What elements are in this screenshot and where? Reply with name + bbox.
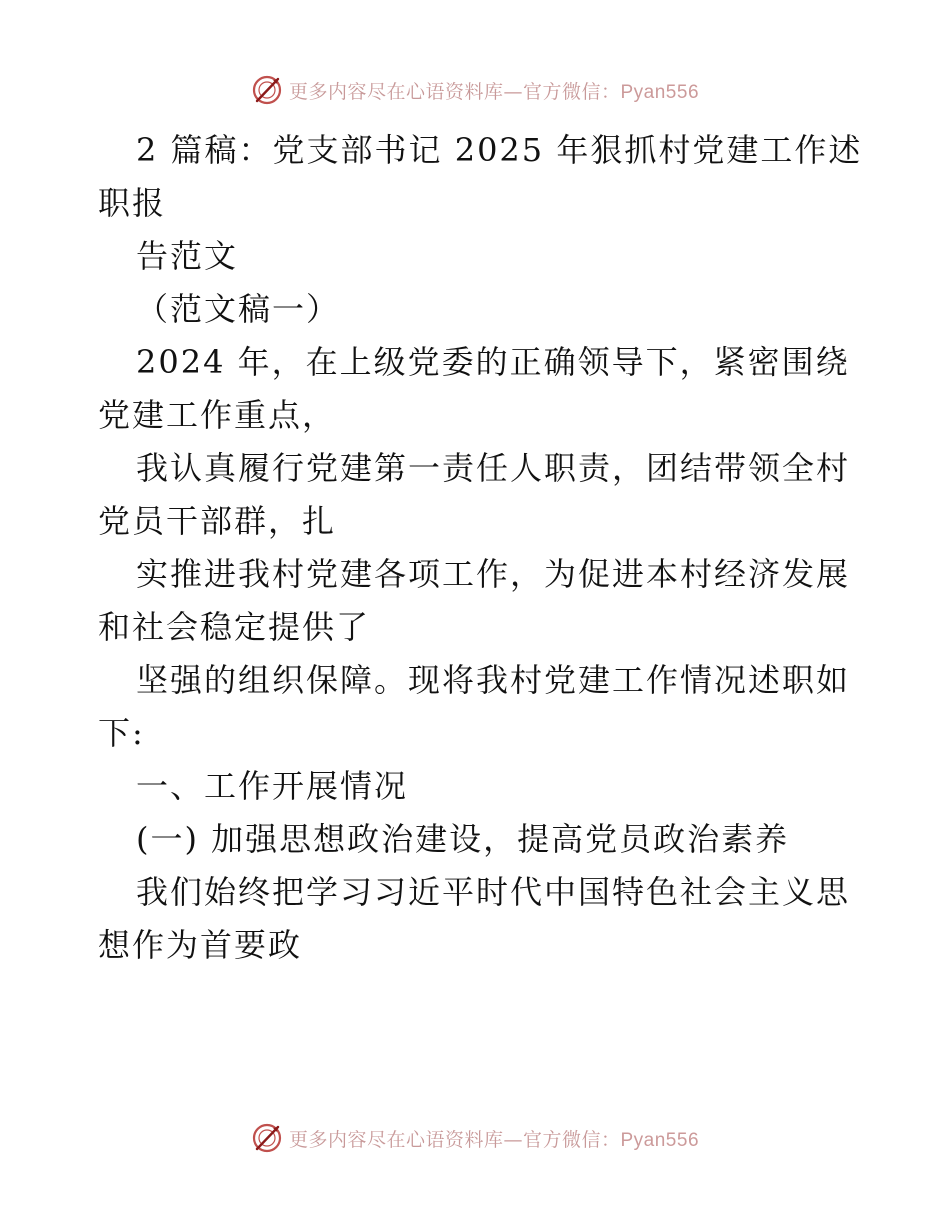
document-line: 和社会稳定提供了: [98, 608, 371, 646]
watermark-text: 更多内容尽在心语资料库—官方微信：Pyan556: [288, 1128, 700, 1151]
document-line: 实推进我村党建各项工作，为促进本村经济发展: [136, 555, 851, 593]
document-line: （范文稿一）: [136, 290, 341, 328]
document-line: 职报: [98, 184, 167, 222]
header-watermark-banner: [0, 70, 950, 110]
document-line: 我认真履行党建第一责任人职责，团结带领全村: [136, 449, 851, 487]
footer-watermark-banner: [0, 1118, 950, 1158]
document-line: 坚强的组织保障。现将我村党建工作情况述职如: [136, 661, 851, 699]
document-line: 我们始终把学习习近平时代中国特色社会主义思: [136, 873, 851, 911]
document-line: 告范文: [136, 237, 239, 275]
document-line: 一、工作开展情况: [136, 767, 409, 805]
document-line: (一) 加强思想政治建设，提高党员政治素养: [136, 820, 790, 858]
document-line: 党员干部群，扎: [98, 502, 337, 540]
quill-seal-icon: [251, 1122, 283, 1154]
document-line: 想作为首要政: [98, 926, 303, 964]
document-line: 2024 年，在上级党委的正确领导下，紧密围绕: [136, 343, 850, 381]
document-body: [98, 124, 863, 972]
quill-seal-icon: [251, 74, 283, 106]
document-line: 下:: [98, 714, 145, 752]
watermark-text: 更多内容尽在心语资料库—官方微信：Pyan556: [288, 80, 700, 103]
document-line: 党建工作重点，: [98, 396, 337, 434]
document-line: 2 篇稿：党支部书记 2025 年狠抓村党建工作述: [136, 131, 863, 169]
